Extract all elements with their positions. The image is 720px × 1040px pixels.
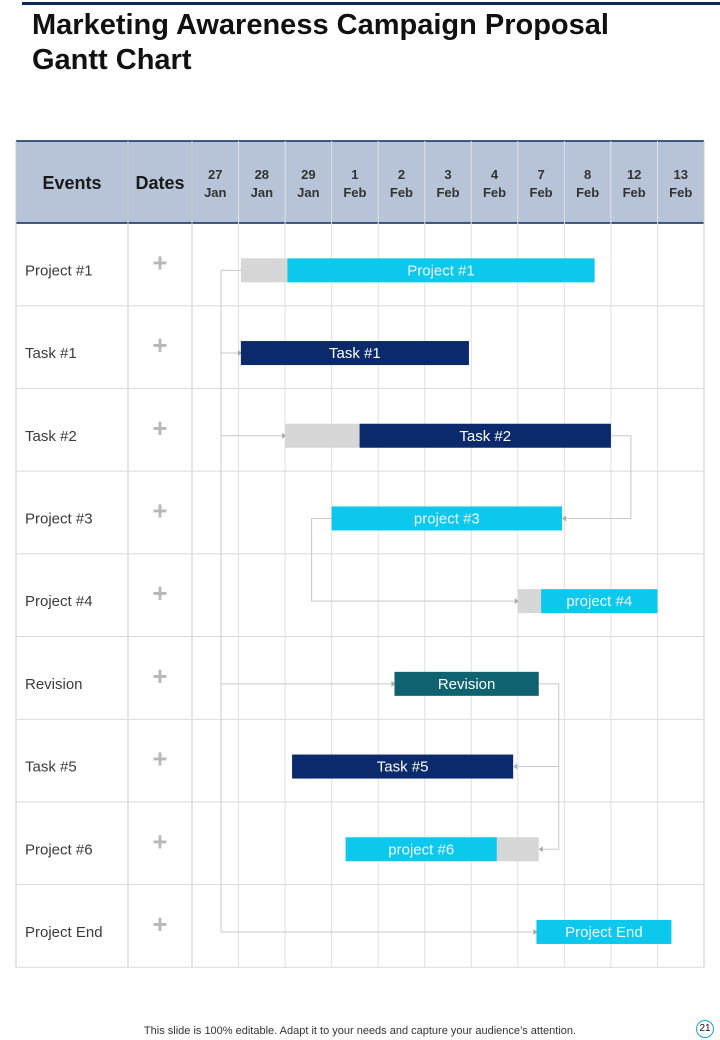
date-col-month: Feb	[669, 185, 693, 200]
dates-plus-icon: +	[152, 826, 168, 857]
header-band	[16, 141, 704, 223]
header-events: Events	[42, 173, 102, 193]
dates-plus-icon: +	[152, 578, 168, 609]
task-bar-label: project #3	[413, 510, 480, 528]
task-bar-label: Project #1	[407, 262, 475, 280]
date-col-day: 13	[673, 167, 688, 182]
dependency-connector	[312, 518, 515, 601]
task-bar-label: Task #5	[376, 758, 429, 776]
date-col-month: Feb	[389, 185, 414, 200]
date-col-day: 4	[490, 167, 499, 182]
dates-plus-icon: +	[152, 330, 168, 361]
task-bar-label: project #4	[566, 593, 633, 611]
event-label: Project #6	[25, 841, 93, 859]
task-bar-label: project #6	[388, 841, 455, 859]
page-title: Marketing Awareness Campaign Proposal Gantt Chart	[32, 9, 609, 76]
date-col-month: Feb	[622, 185, 646, 200]
event-label: Task #2	[25, 427, 77, 445]
bar-trail-segment	[497, 837, 539, 861]
task-bar-label: Project End	[565, 923, 643, 941]
date-col-month: Feb	[576, 185, 600, 200]
date-col-day: 7	[537, 167, 545, 182]
dependency-arrow	[539, 846, 543, 852]
dates-plus-icon: +	[152, 495, 168, 526]
event-label: Project #4	[25, 593, 93, 611]
dependency-connector	[513, 767, 559, 850]
dates-plus-icon: +	[152, 247, 168, 278]
date-col-month: Jan	[204, 185, 227, 200]
footer-note: This slide is 100% editable. Adapt it to your needs and capture your audience’s attention.	[143, 1025, 577, 1037]
date-col-month: Jan	[297, 185, 320, 200]
dates-plus-icon: +	[152, 660, 168, 691]
task-bar-label: Task #1	[329, 345, 381, 363]
header-dates: Dates	[135, 173, 185, 193]
task-bar-label: Task #2	[459, 427, 512, 445]
dependency-connector	[565, 436, 631, 519]
date-col-month: Jan	[250, 185, 274, 200]
date-col-day: 2	[397, 167, 406, 182]
date-col-day: 28	[254, 167, 270, 182]
date-col-day: 12	[626, 167, 642, 182]
event-label: Project #3	[25, 510, 93, 528]
date-col-day: 1	[351, 167, 359, 182]
dates-plus-icon: +	[152, 412, 168, 443]
dates-plus-icon: +	[152, 743, 168, 774]
task-bar-label: Revision	[437, 675, 496, 693]
date-col-month: Feb	[529, 185, 553, 200]
page-number: 21	[696, 1020, 714, 1038]
event-label: Task #5	[25, 758, 77, 776]
bar-lead-segment	[241, 258, 288, 282]
event-label: Revision	[25, 675, 83, 693]
event-label: Project End	[25, 923, 103, 941]
date-col-month: Feb	[343, 185, 367, 200]
date-col-day: 3	[444, 167, 452, 182]
date-col-day: 27	[208, 167, 223, 182]
dependency-connector	[516, 684, 559, 767]
date-col-day: 29	[301, 167, 316, 182]
bar-lead-segment	[518, 589, 541, 613]
event-label: Task #1	[25, 345, 77, 363]
date-col-month: Feb	[482, 185, 507, 200]
dates-plus-icon: +	[152, 908, 168, 939]
date-col-month: Feb	[436, 185, 460, 200]
date-col-day: 8	[584, 167, 592, 182]
bar-lead-segment	[285, 424, 359, 448]
event-label: Project #1	[25, 262, 93, 280]
